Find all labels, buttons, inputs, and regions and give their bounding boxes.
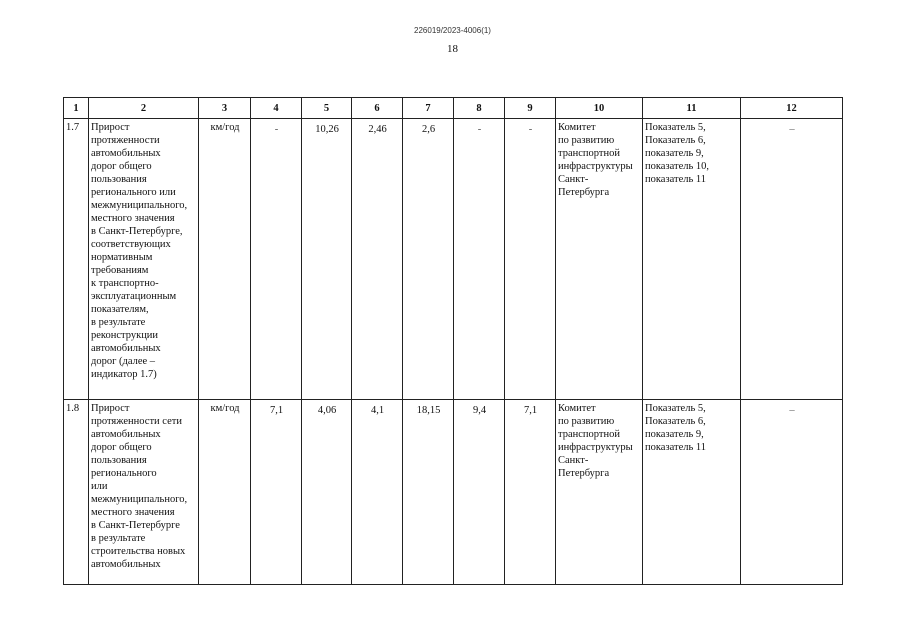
text-line: Прирост <box>91 403 130 414</box>
text-line: или <box>91 481 108 492</box>
responsible-body <box>556 119 643 400</box>
text-line: инфраструктуры <box>558 442 633 453</box>
text-line: автомобильных <box>91 148 161 159</box>
note: – <box>741 119 843 400</box>
text-line: инфраструктуры <box>558 161 633 172</box>
text-line: по развитию <box>558 416 615 427</box>
text-line: показатель 9, <box>645 148 704 159</box>
document-id: 226019/2023-4006(1) <box>414 26 491 35</box>
text-line: Показатель 5, <box>645 122 706 133</box>
row-id: 1.7 <box>64 119 89 400</box>
column-header: 8 <box>454 98 505 119</box>
column-header: 3 <box>199 98 251 119</box>
text-line: регионального <box>91 468 157 479</box>
value-col-4: - <box>251 119 302 400</box>
text-line: дорог (далее – <box>91 356 156 367</box>
text-line: требованиям <box>91 265 149 276</box>
indicator-name <box>89 400 199 585</box>
indicators-table <box>63 97 843 585</box>
value-col-6: 2,46 <box>352 119 403 400</box>
text-line: Санкт- <box>558 455 589 466</box>
column-header: 1 <box>64 98 89 119</box>
text-line: межмуниципального, <box>91 494 188 505</box>
text-line: Прирост <box>91 122 130 133</box>
text-line: Петербурга <box>558 187 610 198</box>
text-line: транспортной <box>558 148 620 159</box>
column-header: 11 <box>643 98 741 119</box>
unit: км/год <box>199 400 251 585</box>
row-id: 1.8 <box>64 400 89 585</box>
column-header: 7 <box>403 98 454 119</box>
value-col-7: 18,15 <box>403 400 454 585</box>
column-header: 9 <box>505 98 556 119</box>
text-line: Показатель 6, <box>645 135 706 146</box>
text-line: автомобильных <box>91 559 161 570</box>
column-header: 10 <box>556 98 643 119</box>
page-number: 18 <box>447 43 458 55</box>
text-line: индикатор 1.7) <box>91 369 157 380</box>
column-header: 2 <box>89 98 199 119</box>
text-line: дорог общего <box>91 442 152 453</box>
text-line: эксплуатационным <box>91 291 177 302</box>
value-col-9: 7,1 <box>505 400 556 585</box>
text-line: Комитет <box>558 403 596 414</box>
text-line: по развитию <box>558 135 615 146</box>
text-line: дорог общего <box>91 161 152 172</box>
column-header: 6 <box>352 98 403 119</box>
text-line: в результате <box>91 533 146 544</box>
text-line: автомобильных <box>91 429 161 440</box>
text-line: соответствующих <box>91 239 171 250</box>
text-line: в Санкт-Петербурге, <box>91 226 183 237</box>
text-line: местного значения <box>91 507 175 518</box>
text-line: протяженности сети <box>91 416 182 427</box>
text-line: реконструкции <box>91 330 159 341</box>
text-line: местного значения <box>91 213 175 224</box>
text-line: нормативным <box>91 252 153 263</box>
text-line: пользования <box>91 455 147 466</box>
value-col-5: 4,06 <box>302 400 352 585</box>
value-col-6: 4,1 <box>352 400 403 585</box>
responsible-body <box>556 400 643 585</box>
value-col-9: - <box>505 119 556 400</box>
text-line: показатель 11 <box>645 442 707 453</box>
related-indicators <box>643 400 741 585</box>
text-line: показатель 9, <box>645 429 704 440</box>
note: – <box>741 400 843 585</box>
text-line: показатель 10, <box>645 161 710 172</box>
table-row <box>64 400 843 585</box>
indicator-name <box>89 119 199 400</box>
text-line: межмуниципального, <box>91 200 188 211</box>
text-line: в результате <box>91 317 146 328</box>
text-line: Комитет <box>558 122 596 133</box>
value-col-4: 7,1 <box>251 400 302 585</box>
text-line: регионального или <box>91 187 176 198</box>
text-line: показателям, <box>91 304 149 315</box>
text-line: Санкт- <box>558 174 589 185</box>
column-header: 5 <box>302 98 352 119</box>
value-col-8: 9,4 <box>454 400 505 585</box>
text-line: транспортной <box>558 429 620 440</box>
table-header-row <box>64 98 843 119</box>
text-line: пользования <box>91 174 147 185</box>
text-line: к транспортно- <box>91 278 159 289</box>
text-line: Петербурга <box>558 468 610 479</box>
table-row <box>64 119 843 400</box>
text-line: в Санкт-Петербурге <box>91 520 180 531</box>
text-line: протяженности <box>91 135 160 146</box>
column-header: 4 <box>251 98 302 119</box>
value-col-8: - <box>454 119 505 400</box>
column-header: 12 <box>741 98 843 119</box>
text-line: строительства новых <box>91 546 186 557</box>
text-line: автомобильных <box>91 343 161 354</box>
text-line: Показатель 6, <box>645 416 706 427</box>
unit: км/год <box>199 119 251 400</box>
value-col-5: 10,26 <box>302 119 352 400</box>
text-line: показатель 11 <box>645 174 707 185</box>
value-col-7: 2,6 <box>403 119 454 400</box>
text-line: Показатель 5, <box>645 403 706 414</box>
related-indicators <box>643 119 741 400</box>
